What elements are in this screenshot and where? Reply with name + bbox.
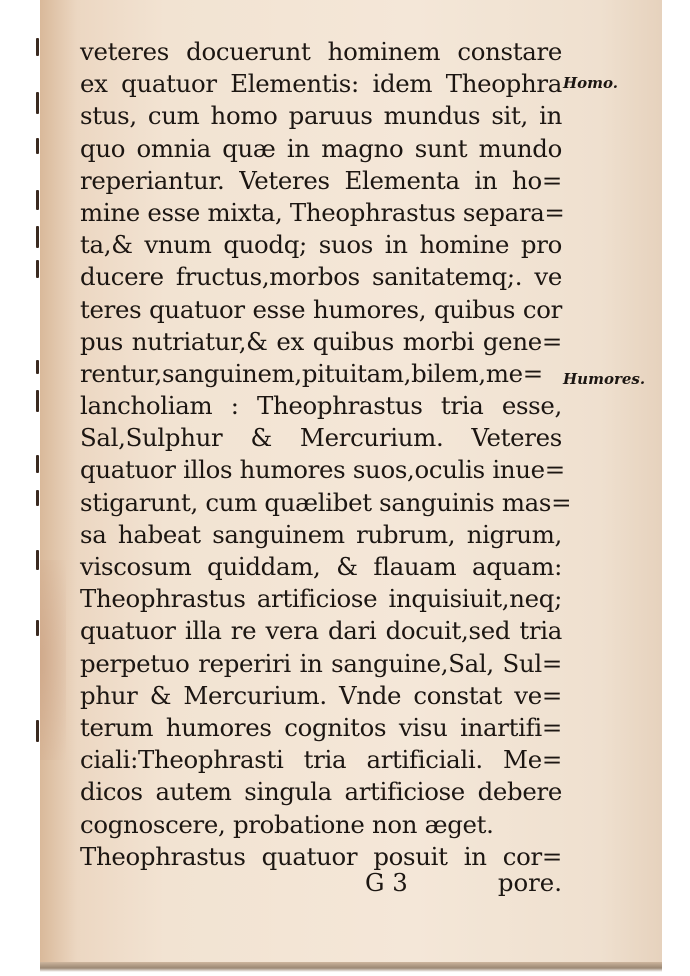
text-line: veteres docuerunt hominem constare	[80, 37, 562, 66]
text-line: stus, cum homo paruus mundus sit, in	[80, 101, 562, 131]
text-line: sa habeat sanguinem rubrum, nigrum,	[80, 519, 562, 549]
text-line: reperiantur. Veteres Elementa in ho=	[80, 165, 562, 195]
text-line: mine esse mixta, Theophrastus separa=	[80, 197, 565, 227]
text-line: viscosum quiddam, & flauam aquam:	[80, 552, 562, 581]
text-line: pus nutriatur,& ex quibus morbi gene=	[80, 326, 562, 356]
gutter-mark	[36, 260, 39, 278]
text-line: quo omnia quæ in magno sunt mundo	[80, 133, 562, 163]
gutter-mark	[36, 490, 39, 506]
text-line: Theophrastus artificiose inquisiuit,neq;	[80, 584, 562, 614]
catchword: pore.	[497, 868, 562, 897]
text-line: cognoscere, probatione non æget.	[80, 809, 494, 839]
gutter-bleedthrough	[30, 30, 50, 750]
text-line: dicos autem singula artificiose debere	[80, 777, 562, 807]
gutter-mark	[36, 455, 39, 473]
text-line: quatuor illos humores suos,oculis inue=	[80, 455, 565, 485]
gutter-mark	[36, 92, 39, 114]
text-line: perpetuo reperiri in sanguine,Sal, Sul=	[80, 648, 562, 678]
gutter-mark	[36, 720, 39, 742]
gutter-mark	[36, 226, 39, 248]
gutter-mark	[36, 550, 39, 570]
text-line: phur & Mercurium. Vnde constat ve=	[80, 680, 562, 710]
text-line: lancholiam : Theophrastus tria esse,	[80, 391, 562, 421]
gutter-mark	[36, 38, 39, 56]
text-line: Theophrastus quatuor posuit in cor=	[80, 841, 562, 871]
text-line: rentur,sanguinem,pituitam,bilem,me=	[80, 358, 543, 388]
text-line: teres quatuor esse humores, quibus cor	[80, 294, 562, 324]
gutter-mark	[36, 190, 39, 210]
text-line: stigarunt, cum quælibet sanguinis mas=	[80, 487, 572, 517]
text-line: quatuor illa re vera dari docuit,sed tria	[80, 616, 562, 646]
text-line: ex quatuor Elementis: idem Theophra	[80, 69, 562, 99]
margin-note-humores: Humores.	[563, 370, 646, 388]
text-line: ducere fructus,morbos sanitatemq;. ve	[80, 262, 562, 292]
text-line: terum humores cognitos visu inartifi=	[80, 712, 562, 742]
text-line: ciali:Theophrasti tria artificiali. Me=	[80, 745, 562, 775]
body-text	[80, 36, 572, 873]
gutter-mark	[36, 390, 39, 412]
text-line: Sal,Sulphur & Mercurium. Veteres	[80, 423, 562, 453]
gutter-mark	[36, 620, 39, 636]
page-footer	[80, 868, 562, 902]
page-edge	[40, 962, 662, 972]
signature-mark: G 3	[365, 868, 408, 897]
margin-note-homo: Homo.	[563, 74, 619, 92]
gutter-mark	[36, 360, 39, 374]
gutter-mark	[36, 138, 39, 154]
text-line: ta,& vnum quodq; suos in homine pro	[80, 230, 562, 260]
